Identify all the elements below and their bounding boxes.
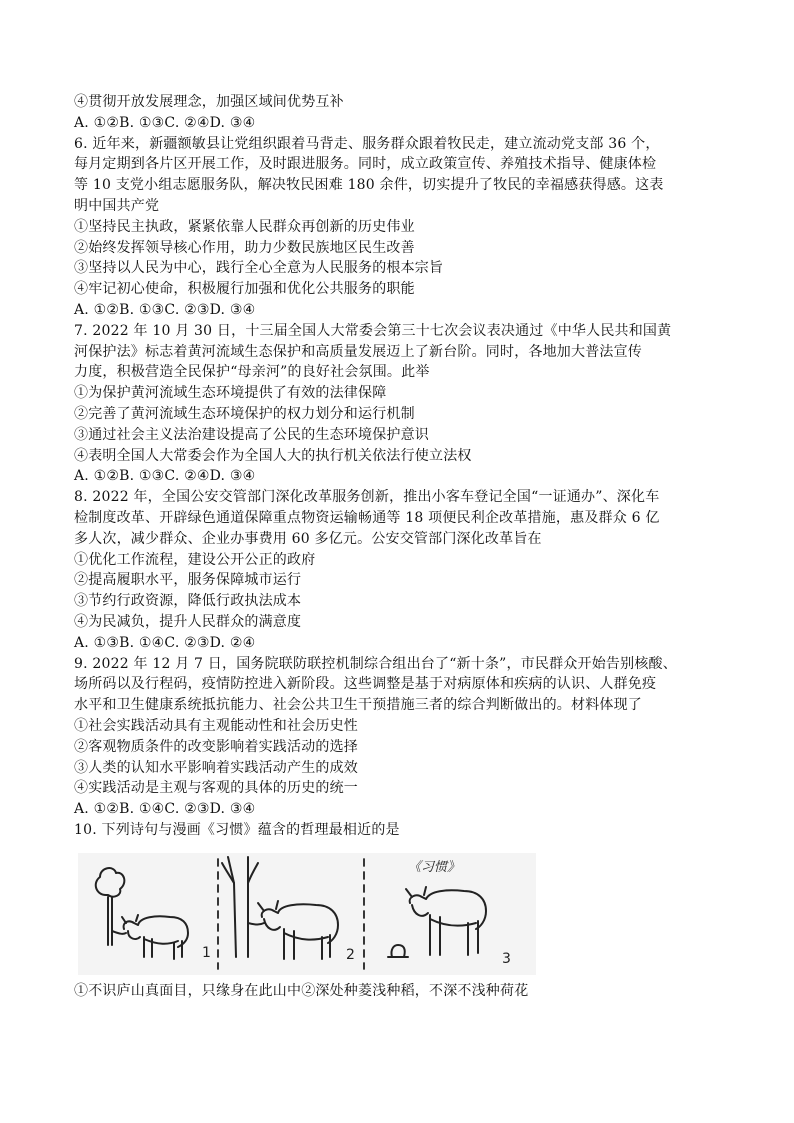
q6-option-3: ③坚持以人民为中心，践行全心全意为人民服务的根本宗旨 <box>74 260 444 277</box>
q9-stem-line: 场所码以及行程码，疫情防控进入新阶段。这些调整是基于对病原体和疾病的认识、人群免疫 <box>74 676 657 693</box>
panel-number-3: 3 <box>502 950 511 967</box>
q8-option-3: ③节约行政资源，降低行政执法成本 <box>74 593 302 610</box>
q6-option-1: ①坚持民主执政，紧紧依靠人民群众再创新的历史伟业 <box>74 218 415 235</box>
q5-answer-choices: A. ①②B. ①③C. ②④D. ③④ <box>74 114 256 131</box>
question-9 <box>74 654 724 820</box>
q8-option-2: ②提高履职水平，服务保障城市运行 <box>74 572 302 589</box>
habit-cartoon <box>78 853 536 975</box>
q10-stem: 10. 下列诗句与漫画《习惯》蕴含的哲理最相近的是 <box>74 821 400 838</box>
q9-answer-choices: A. ①②B. ①④C. ②③D. ③④ <box>74 801 256 818</box>
q8-answer-choices: A. ①③B. ①④C. ②③D. ②④ <box>74 634 256 651</box>
q8-option-1: ①优化工作流程，建设公开公正的政府 <box>74 551 316 568</box>
q7-option-4: ④表明全国人大常委会作为全国人大的执行机关依法行使立法权 <box>74 447 472 464</box>
question-8 <box>74 487 724 653</box>
exam-page <box>74 92 724 1001</box>
panel-number-2: 2 <box>346 946 355 963</box>
question-7 <box>74 321 724 487</box>
panel-number-1: 1 <box>202 944 211 961</box>
q7-option-3: ③通过社会主义法治建设提高了公民的生态环境保护意识 <box>74 426 429 443</box>
q7-stem-line: 河保护法》标志着黄河流域生态保护和高质量发展迈上了新台阶。同时，各地加大普法宣传 <box>74 343 642 360</box>
q7-answer-choices: A. ①②B. ①③C. ②④D. ③④ <box>74 468 256 485</box>
q9-option-1: ①社会实践活动具有主观能动性和社会历史性 <box>74 717 358 734</box>
q9-option-3: ③人类的认知水平影响着实践活动产生的成效 <box>74 759 358 776</box>
q6-stem-line: 每月定期到各片区开展工作，及时跟进服务。同时，成立政策宣传、养殖技术指导、健康体检 <box>74 156 657 173</box>
q5-option-4: ④贯彻开放发展理念，加强区域间优势互补 <box>74 94 344 110</box>
q6-answer-choices: A. ①②B. ①③C. ②③D. ③④ <box>74 301 256 318</box>
q6-stem-line: 明中国共产党 <box>74 197 160 214</box>
question-10 <box>74 820 724 1002</box>
q9-stem-line: 9. 2022 年 12 月 7 日，国务院联防联控机制综合组出台了“新十条”，市民群众开始告别核酸、 <box>74 655 677 672</box>
q8-stem-line: 多人次，减少群众、企业办事费用 60 多亿元。公安交管部门深化改革旨在 <box>74 530 542 547</box>
cartoon-title: 《习惯》 <box>408 859 461 875</box>
q7-stem-line: 7. 2022 年 10 月 30 日，十三届全国人大常委会第三十七次会议表决通过《中华人民共和国黄 <box>74 322 672 339</box>
q9-stem-line: 水平和卫生健康系统抵抗能力、社会公共卫生干预措施三者的综合判断做出的。材料体现了 <box>74 697 642 714</box>
q10-options-line: ①不识庐山真面目，只缘身在此山中②深处种菱浅种稻，不深不浅种荷花 <box>74 982 529 999</box>
q8-stem-line: 8. 2022 年，全国公安交管部门深化改革服务创新，推出小客车登记全国“一证通办”、深化车 <box>74 489 660 506</box>
q6-option-4: ④牢记初心使命，积极履行加强和优化公共服务的职能 <box>74 281 415 298</box>
q6-stem-line: 等 10 支党小组志愿服务队，解决牧民困难 180 余件，切实提升了牧民的幸福感获得感。这表 <box>74 177 664 194</box>
q7-option-2: ②完善了黄河流域生态环境保护的权力划分和运行机制 <box>74 405 415 422</box>
q8-option-4: ④为民减负，提升人民群众的满意度 <box>74 613 302 630</box>
q8-stem-line: 检制度改革、开辟绿色通道保障重点物资运输畅通等 18 项便民利企改革措施，惠及群众 6 亿 <box>74 509 660 526</box>
question-6 <box>74 134 724 321</box>
q7-option-1: ①为保护黄河流域生态环境提供了有效的法律保障 <box>74 385 387 402</box>
q6-option-2: ②始终发挥领导核心作用，助力少数民族地区民生改善 <box>74 239 415 256</box>
q9-option-2: ②客观物质条件的改变影响着实践活动的选择 <box>74 738 358 755</box>
q6-stem-line: 6. 近年来，新疆额敏县让党组织跟着马背走、服务群众跟着牧民走，建立流动党支部 36 个， <box>74 135 660 152</box>
q7-stem-line: 力度，积极营造全民保护“母亲河”的良好社会氛围。此举 <box>74 364 430 381</box>
q9-option-4: ④实践活动是主观与客观的具体的历史的统一 <box>74 780 358 797</box>
